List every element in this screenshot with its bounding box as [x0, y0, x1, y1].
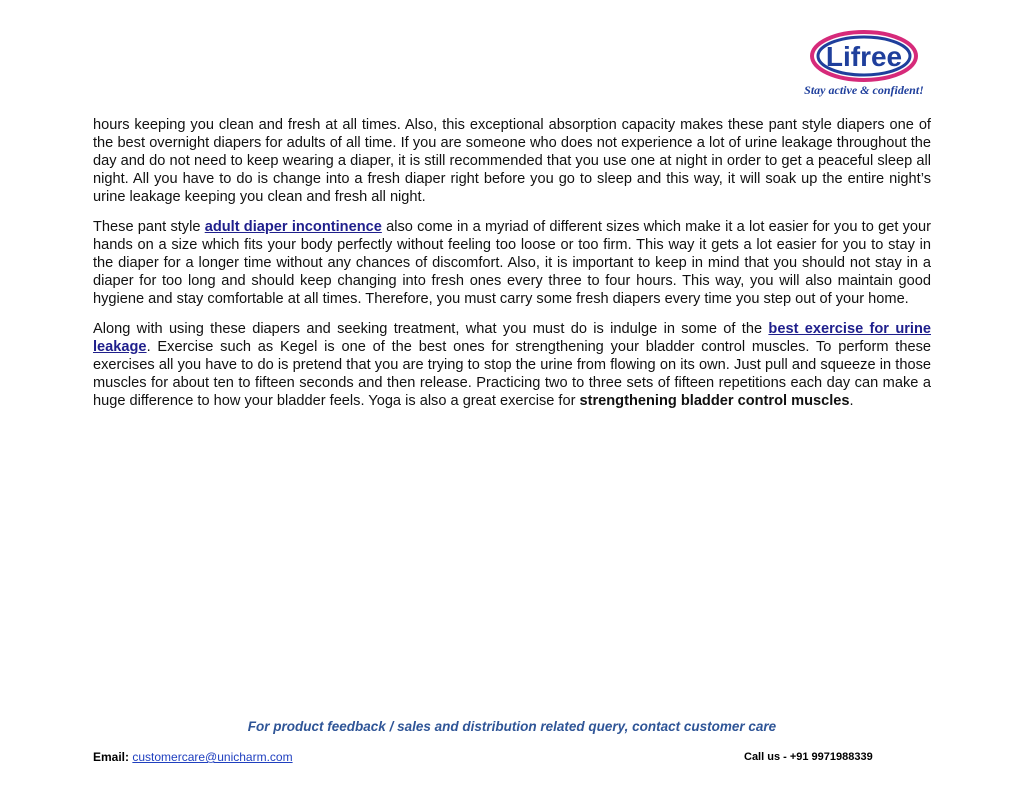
article-body [93, 116, 931, 422]
logo-wordmark: Lifree [825, 41, 903, 72]
logo-tagline: Stay active & confident! [804, 83, 924, 97]
footer-phone: Call us - +91 9971988339 [744, 751, 873, 763]
footer-email [93, 750, 293, 764]
paragraph-3: Along with using these diapers and seeking treatment, what you must do is indulge in some of the best exercise for urine leakage. Exercise such as Kegel is one of the best ones for strengthening your bladder control muscles. To perform these exercises all you have to do is pretend that you are trying to stop the urine from flowing on its own. Just pull and squeeze in those muscles for about ten to fifteen seconds and then release. Practicing two to three sets of fifteen repetitions each day can make a huge difference to how your bladder feels. Yoga is also a great exercise for strengthening bladder control muscles. [93, 321, 931, 409]
best-exercise-link[interactable]: best exercise for urine leakage [93, 321, 931, 355]
paragraph-2: These pant style adult diaper incontinence also come in a myriad of different sizes which make it a lot easier for you to get your hands on a size which fits your body perfectly without feeling too loose or too firm. This way it gets a lot easier for you to stay in the diaper for a longer time without any chances of discomfort. Also, it is important to keep in mind that you should not stay in a diaper for too long and should keep changing into fresh ones every three to four hours. This way, you will also maintain good hygiene and stay comfortable at all times. Therefore, you must carry some fresh diapers every time you step out of your home. [93, 219, 931, 307]
email-label: Email: [93, 750, 130, 764]
lifree-logo [794, 28, 934, 102]
bold-phrase: strengthening bladder control muscles [579, 393, 850, 409]
footer-contact-note: For product feedback / sales and distribution related query, contact customer care [247, 719, 777, 734]
paragraph-1: hours keeping you clean and fresh at all times. Also, this exceptional absorption capacity makes these pant style diapers one of the best overnight diapers for adults of all time. If you are someone who does not experience a lot of urine leakage throughout the day and do not need to keep wearing a diaper, it is still recommended that you use one at night in order to get a peaceful sleep all night. All you have to do is change into a fresh diaper right before you go to sleep and this way, it will soak up the entire night’s urine leakage keeping you clean and fresh all night. [93, 117, 931, 205]
email-link[interactable]: customercare@unicharm.com [132, 750, 293, 764]
adult-diaper-incontinence-link[interactable]: adult diaper incontinence [204, 219, 382, 235]
